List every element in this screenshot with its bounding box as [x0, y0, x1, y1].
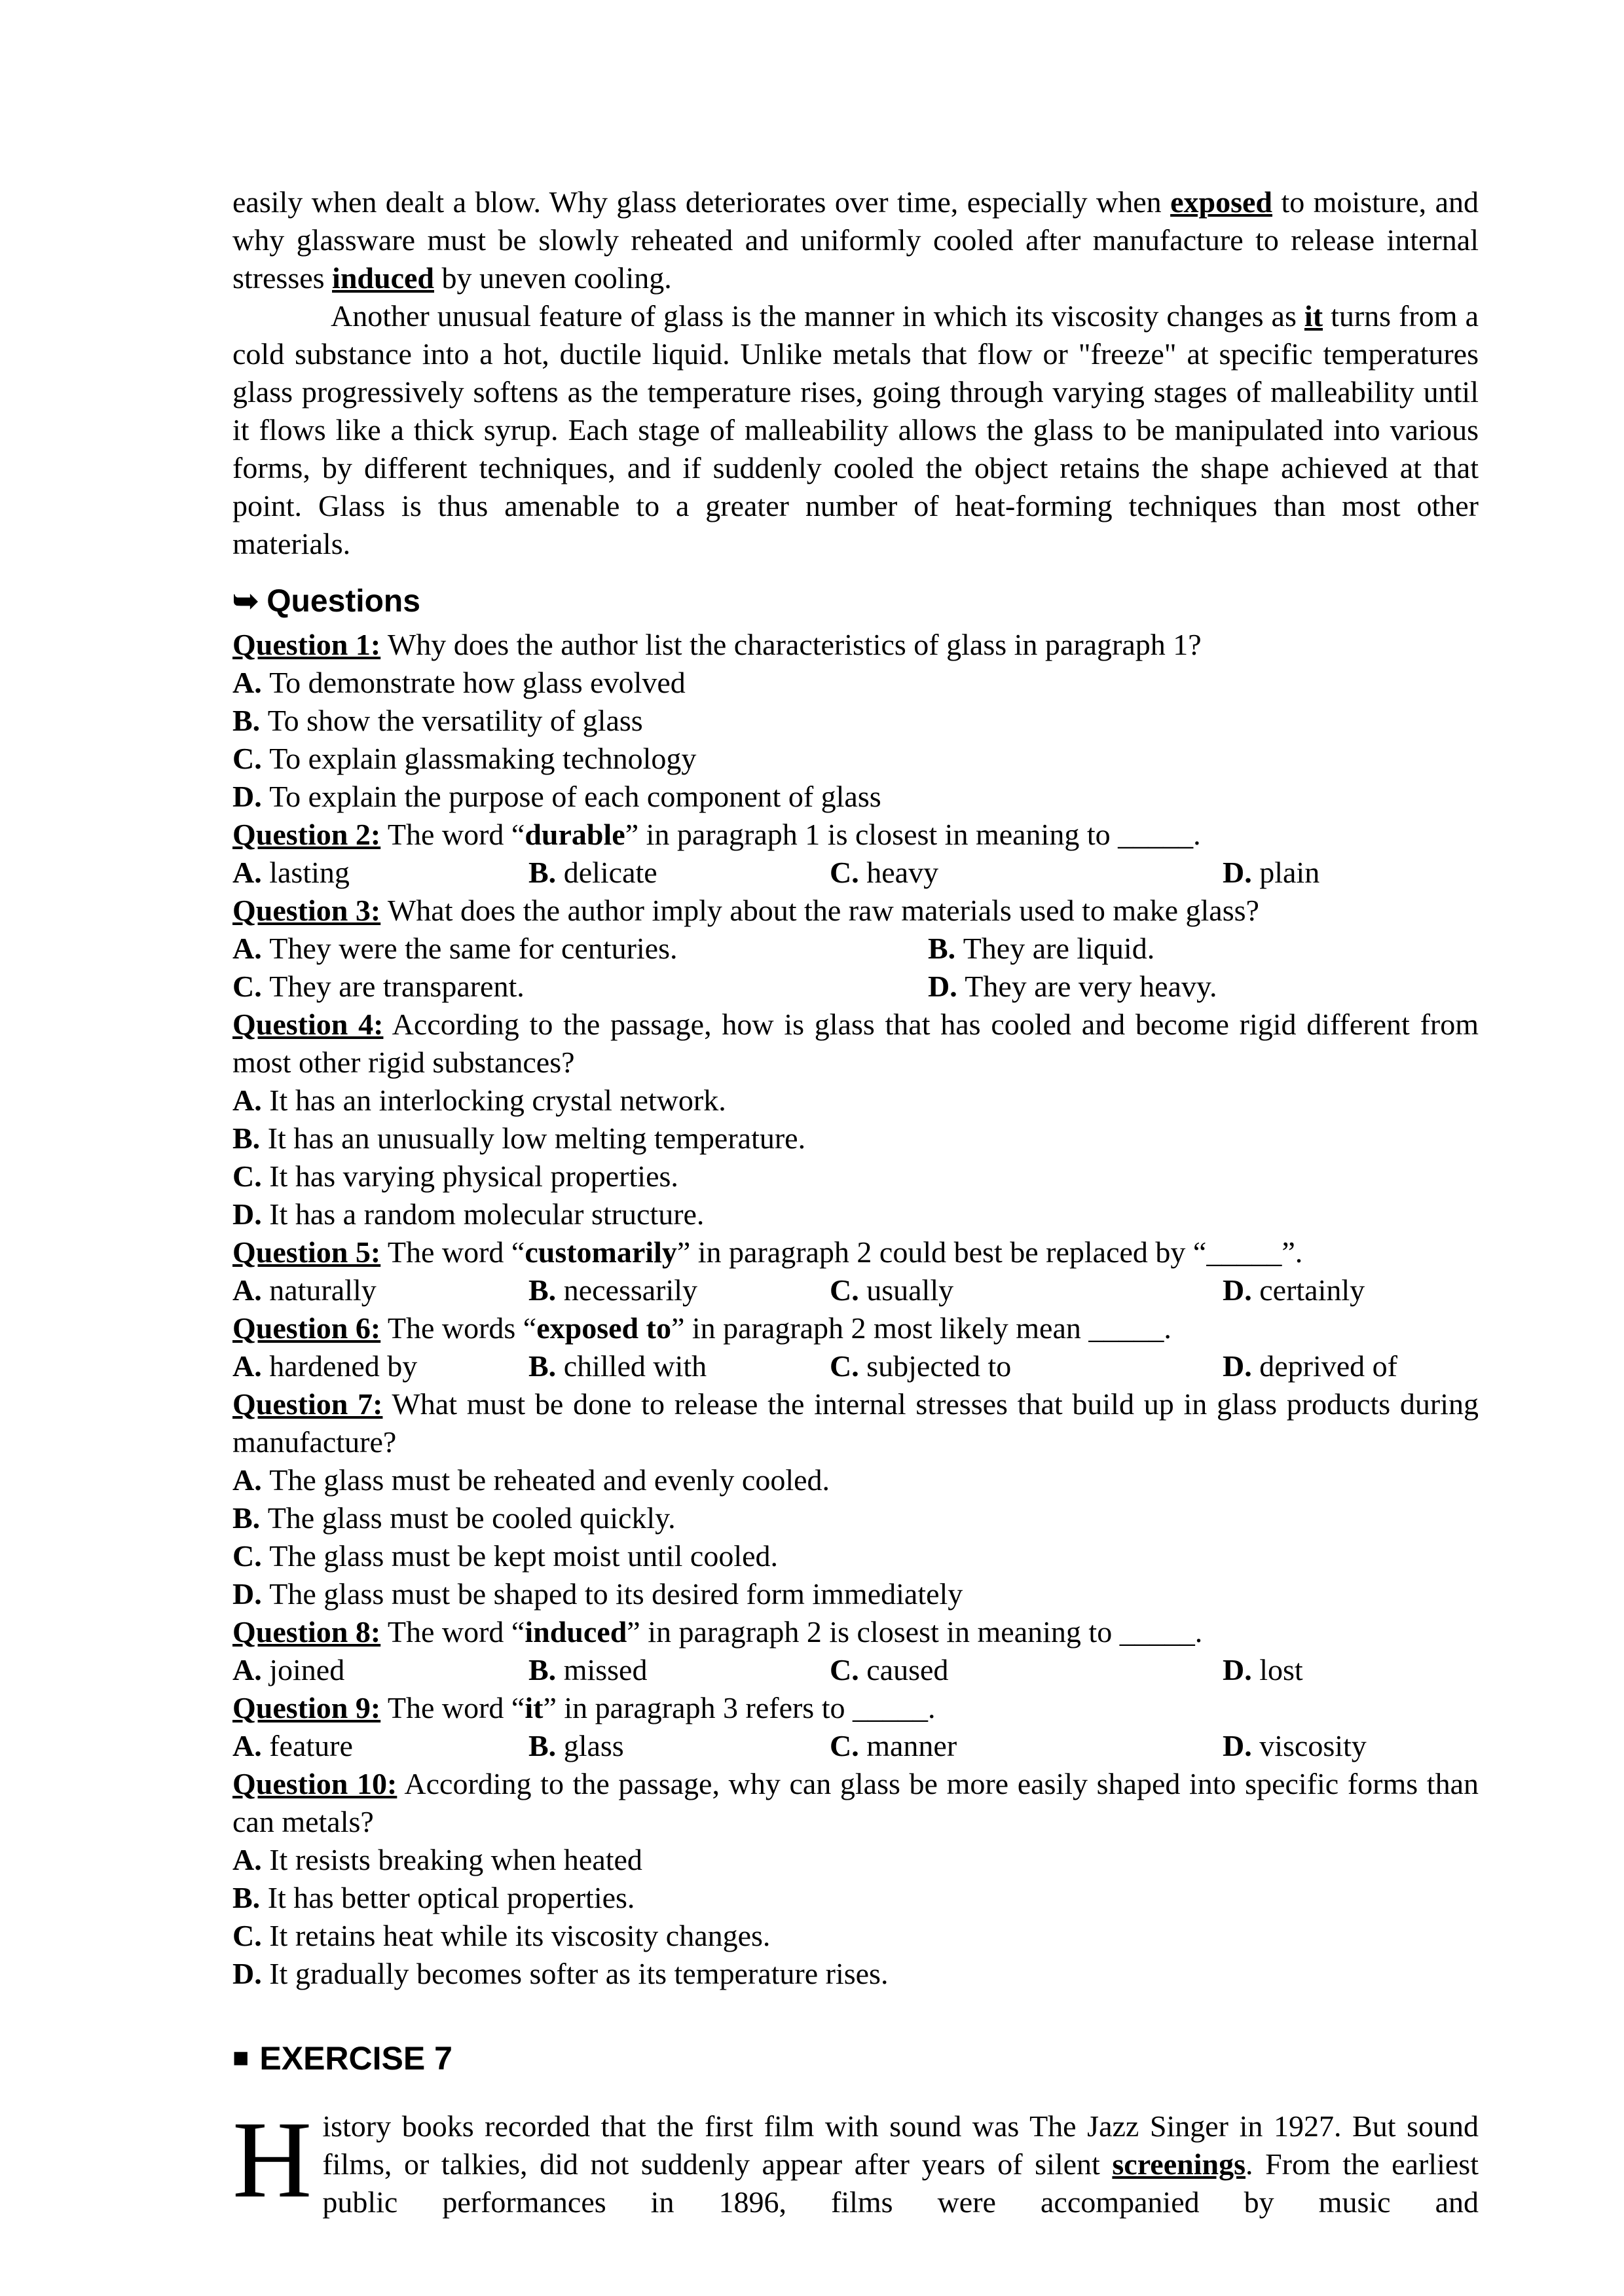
option-letter: D.	[1223, 1349, 1260, 1383]
text-segment: What must be done to release the internal stresses that build up in glass products during manufacture?	[232, 1387, 1479, 1459]
option-letter: A.	[232, 666, 270, 699]
option-letter: D.	[232, 1957, 270, 1990]
text-segment: What does the author imply about the raw materials used to make glass?	[380, 894, 1259, 927]
question-stem	[232, 816, 1479, 854]
question-stem	[232, 626, 1479, 664]
text-segment: The words “	[380, 1311, 537, 1345]
option-letter: C.	[232, 970, 270, 1003]
question-text	[380, 628, 1202, 661]
answer-option	[830, 1651, 1223, 1689]
option-letter: B.	[232, 704, 268, 737]
answer-option	[232, 664, 1479, 702]
question-text	[380, 1691, 935, 1724]
question-block	[232, 1765, 1479, 1993]
questions-heading	[232, 583, 1479, 621]
text-segment: customarily	[525, 1235, 677, 1269]
exercise-heading	[232, 2039, 1479, 2080]
answer-option	[528, 1727, 830, 1765]
exercise-heading-label: EXERCISE 7	[259, 2040, 452, 2077]
option-letter: C.	[232, 742, 270, 775]
text-segment: to moisture, and why glassware must be slowly reheated and uniformly cooled after manufacture to release internal stresses	[232, 185, 1479, 295]
question-options	[232, 854, 1479, 892]
option-letter: A.	[232, 1843, 270, 1876]
option-letter: B.	[528, 856, 564, 889]
option-text: They were the same for centuries.	[269, 932, 678, 965]
option-letter: D.	[1223, 856, 1260, 889]
text-segment: Why does the author list the characteristics of glass in paragraph 1?	[380, 628, 1202, 661]
option-letter: D.	[1223, 1729, 1260, 1762]
text-segment: The word “	[380, 1235, 525, 1269]
answer-option	[232, 968, 928, 1006]
text-segment: turns from a cold substance into a hot, ductile liquid. Unlike metals that flow or "freeze" at specific temperatures glass progressively softens as the temperature rises, going through varying stages of malleability until it flows like a thick syrup. Each stage of malleability allows the glass to be manipulated into various forms, by different techniques, and if suddenly cooled the object retains the shape achieved at that point. Glass is thus amenable to a greater number of heat-forming techniques than most other materials.	[232, 299, 1479, 560]
option-text: missed	[563, 1653, 648, 1686]
option-text: To show the versatility of glass	[267, 704, 643, 737]
answer-option	[830, 854, 1223, 892]
answer-option	[232, 1651, 528, 1689]
text-segment: durable	[525, 818, 625, 851]
text-segment: The word “	[380, 1615, 525, 1649]
question-options	[232, 1271, 1479, 1309]
option-text: To demonstrate how glass evolved	[269, 666, 686, 699]
answer-option	[1223, 1347, 1479, 1385]
question-stem	[232, 1385, 1479, 1461]
question-label: Question 2:	[232, 818, 381, 851]
answer-option	[232, 1082, 1479, 1120]
answer-option	[232, 1461, 1479, 1499]
question-text	[380, 818, 1200, 851]
question-text	[232, 1387, 1479, 1459]
option-text: They are very heavy.	[965, 970, 1217, 1003]
answer-option	[232, 702, 1479, 740]
text-segment: The word “	[380, 1691, 525, 1724]
option-text: It retains heat while its viscosity changes.	[269, 1919, 771, 1952]
question-block	[232, 1385, 1479, 1613]
option-text: deprived of	[1259, 1349, 1397, 1383]
question-stem	[232, 1613, 1479, 1651]
answer-option	[232, 1120, 1479, 1157]
square-bullet-icon: ■	[232, 2042, 249, 2073]
question-label: Question 9:	[232, 1691, 381, 1724]
option-text: The glass must be kept moist until cooled.	[269, 1539, 779, 1573]
option-text: To explain the purpose of each component of glass	[269, 780, 881, 813]
option-letter: C.	[232, 1919, 270, 1952]
option-text: They are liquid.	[963, 932, 1155, 965]
text-segment: ” in paragraph 2 is closest in meaning to _____.	[627, 1615, 1203, 1649]
question-label: Question 6:	[232, 1311, 381, 1345]
text-segment: ” in paragraph 1 is closest in meaning to _____.	[625, 818, 1201, 851]
answer-option	[232, 854, 528, 892]
text-segment: . From the earliest public performances in 1896, films were accompanied by music and	[322, 2147, 1479, 2219]
question-label: Question 1:	[232, 628, 381, 661]
option-text: subjected to	[866, 1349, 1012, 1383]
option-letter: D.	[232, 1197, 270, 1231]
answer-option	[928, 968, 1479, 1006]
option-letter: C.	[232, 1159, 270, 1193]
answer-option	[232, 1841, 1479, 1879]
question-options	[232, 1651, 1479, 1689]
text-segment: According to the passage, how is glass that has cooled and become rigid different from most other rigid substances?	[232, 1008, 1479, 1079]
text-segment: easily when dealt a blow. Why glass deteriorates over time, especially when	[232, 185, 1171, 219]
text-segment: induced	[525, 1615, 627, 1649]
answer-option	[232, 740, 1479, 778]
answer-option	[232, 1537, 1479, 1575]
option-text: It has varying physical properties.	[269, 1159, 678, 1193]
question-options	[232, 930, 1479, 1006]
question-block	[232, 1613, 1479, 1689]
text-segment: ” in paragraph 2 could best be replaced by “_____”.	[676, 1235, 1303, 1269]
exercise7-opening-paragraph	[232, 2099, 1479, 2221]
passage-paragraph-1	[232, 183, 1479, 297]
question-options	[232, 1841, 1479, 1993]
text-segment: istory books recorded that the first film with sound was The Jazz Singer in 1927. But sound films, or talkies, did not suddenly appear after years of silent	[322, 2109, 1479, 2181]
option-letter: A.	[232, 856, 270, 889]
option-text: The glass must be reheated and evenly cooled.	[269, 1463, 830, 1497]
option-letter: D.	[1223, 1653, 1260, 1686]
option-letter: A.	[232, 1729, 270, 1762]
option-letter: B.	[528, 1349, 564, 1383]
text-segment: screenings	[1112, 2147, 1246, 2181]
passage-paragraph-2	[232, 297, 1479, 563]
option-text: usually	[866, 1273, 954, 1307]
questions-heading-label: Questions	[267, 584, 420, 619]
option-letter: B.	[528, 1653, 564, 1686]
text-segment: ” in paragraph 2 most likely mean _____.	[671, 1311, 1172, 1345]
text-segment: The word “	[380, 818, 525, 851]
option-text: plain	[1259, 856, 1320, 889]
question-stem	[232, 1006, 1479, 1082]
answer-option	[232, 1727, 528, 1765]
option-letter: D.	[232, 1577, 270, 1611]
question-block	[232, 626, 1479, 816]
answer-option	[1223, 1271, 1479, 1309]
option-text: feature	[269, 1729, 353, 1762]
option-text: It gradually becomes softer as its temperature rises.	[269, 1957, 889, 1990]
answer-option	[232, 1271, 528, 1309]
text-segment: induced	[332, 261, 434, 295]
question-block	[232, 816, 1479, 892]
question-options	[232, 664, 1479, 816]
answer-option	[232, 1347, 528, 1385]
exercise7-paragraph-text	[322, 2109, 1479, 2219]
option-text: hardened by	[269, 1349, 418, 1383]
question-text	[232, 1008, 1479, 1079]
question-options	[232, 1347, 1479, 1385]
answer-option	[232, 930, 928, 968]
option-text: It has an unusually low melting temperature.	[267, 1121, 806, 1155]
question-stem	[232, 1233, 1479, 1271]
question-stem	[232, 1689, 1479, 1727]
option-text: It resists breaking when heated	[269, 1843, 642, 1876]
answer-option	[830, 1347, 1223, 1385]
question-text	[380, 1311, 1172, 1345]
answer-option	[830, 1271, 1223, 1309]
answer-option	[1223, 1727, 1479, 1765]
option-letter: B.	[232, 1501, 268, 1535]
option-text: lost	[1259, 1653, 1303, 1686]
answer-option	[232, 1575, 1479, 1613]
option-text: necessarily	[563, 1273, 698, 1307]
question-stem	[232, 1765, 1479, 1841]
option-text: viscosity	[1259, 1729, 1367, 1762]
option-letter: A.	[232, 932, 270, 965]
text-segment: it	[525, 1691, 544, 1724]
question-label: Question 10:	[232, 1767, 397, 1800]
answer-option	[232, 1879, 1479, 1917]
option-letter: A.	[232, 1463, 270, 1497]
option-text: joined	[269, 1653, 345, 1686]
answer-option	[232, 1157, 1479, 1195]
question-block	[232, 1006, 1479, 1233]
text-segment: According to the passage, why can glass be more easily shaped into specific forms than can metals?	[232, 1767, 1479, 1838]
question-label: Question 5:	[232, 1235, 381, 1269]
option-text: It has an interlocking crystal network.	[269, 1084, 726, 1117]
option-text: certainly	[1259, 1273, 1365, 1307]
option-letter: B.	[528, 1273, 564, 1307]
question-label: Question 8:	[232, 1615, 381, 1649]
option-text: glass	[563, 1729, 624, 1762]
option-letter: D.	[232, 780, 270, 813]
option-letter: C.	[830, 1349, 867, 1383]
questions-list	[232, 626, 1479, 1993]
question-block	[232, 1309, 1479, 1385]
option-text: The glass must be cooled quickly.	[267, 1501, 676, 1535]
option-text: delicate	[563, 856, 657, 889]
option-letter: D.	[928, 970, 965, 1003]
question-label: Question 3:	[232, 894, 381, 927]
answer-option	[830, 1727, 1223, 1765]
question-options	[232, 1461, 1479, 1613]
option-text: To explain glassmaking technology	[269, 742, 697, 775]
option-text: caused	[866, 1653, 949, 1686]
option-letter: A.	[232, 1653, 270, 1686]
option-text: They are transparent.	[269, 970, 525, 1003]
question-block	[232, 892, 1479, 1006]
option-text: It has better optical properties.	[267, 1881, 635, 1914]
answer-option	[528, 1651, 830, 1689]
question-text	[380, 894, 1259, 927]
question-block	[232, 1233, 1479, 1309]
option-text: It has a random molecular structure.	[269, 1197, 705, 1231]
option-text: naturally	[269, 1273, 377, 1307]
answer-option	[1223, 1651, 1479, 1689]
answer-option	[928, 930, 1479, 968]
answer-option	[232, 1195, 1479, 1233]
option-letter: C.	[830, 1273, 867, 1307]
option-text: The glass must be shaped to its desired form immediately	[269, 1577, 963, 1611]
text-segment: exposed	[1170, 185, 1273, 219]
option-letter: D.	[1223, 1273, 1260, 1307]
question-options	[232, 1082, 1479, 1233]
question-label: Question 7:	[232, 1387, 383, 1421]
question-block	[232, 1689, 1479, 1765]
answer-option	[1223, 854, 1479, 892]
answer-option	[232, 778, 1479, 816]
answer-option	[528, 1271, 830, 1309]
question-text	[380, 1615, 1202, 1649]
text-segment: it	[1304, 299, 1323, 333]
option-text: chilled with	[563, 1349, 707, 1383]
question-options	[232, 1727, 1479, 1765]
option-letter: C.	[232, 1539, 270, 1573]
text-segment: exposed to	[536, 1311, 671, 1345]
option-letter: A.	[232, 1084, 270, 1117]
option-letter: B.	[232, 1121, 268, 1155]
option-letter: A.	[232, 1349, 270, 1383]
option-letter: C.	[830, 856, 867, 889]
text-segment: ” in paragraph 3 refers to _____.	[543, 1691, 936, 1724]
option-letter: B.	[232, 1881, 268, 1914]
question-stem	[232, 892, 1479, 930]
option-text: manner	[866, 1729, 957, 1762]
curved-arrow-icon: ➥	[232, 584, 259, 619]
answer-option	[232, 1917, 1479, 1955]
option-text: heavy	[866, 856, 939, 889]
text-segment: Another unusual feature of glass is the manner in which its viscosity changes as	[331, 299, 1304, 333]
option-text: lasting	[269, 856, 350, 889]
option-letter: C.	[830, 1653, 867, 1686]
question-label: Question 4:	[232, 1008, 384, 1041]
option-letter: B.	[928, 932, 963, 965]
option-letter: A.	[232, 1273, 270, 1307]
question-text	[232, 1767, 1479, 1838]
option-letter: C.	[830, 1729, 867, 1762]
question-text	[380, 1235, 1302, 1269]
option-letter: B.	[528, 1729, 564, 1762]
dropcap-letter: H	[232, 2099, 312, 2221]
answer-option	[528, 854, 830, 892]
answer-option	[232, 1955, 1479, 1993]
text-segment: by uneven cooling.	[434, 261, 672, 295]
question-stem	[232, 1309, 1479, 1347]
answer-option	[232, 1499, 1479, 1537]
answer-option	[528, 1347, 830, 1385]
